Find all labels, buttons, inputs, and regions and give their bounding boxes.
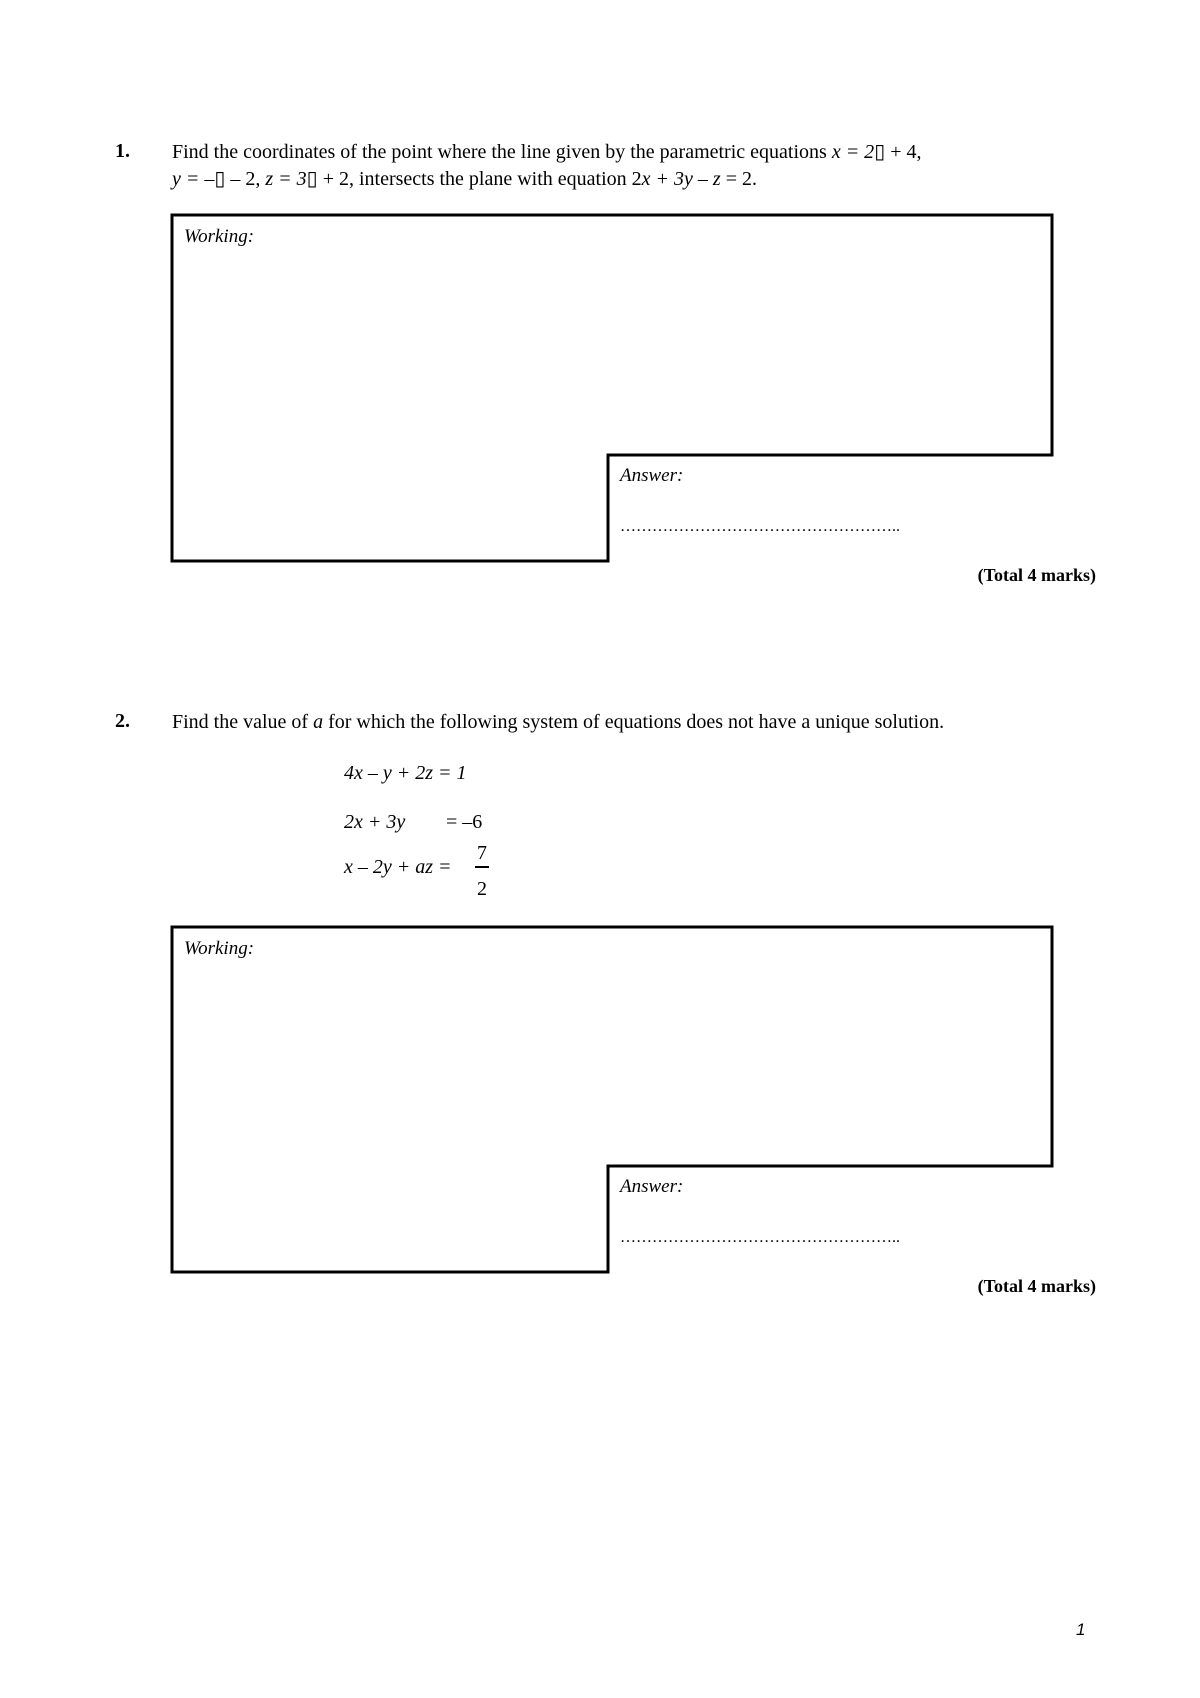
q2-number: 2. (115, 710, 130, 732)
q1-text-line1-math: x = 2 (831, 141, 875, 163)
q2-fraction-numerator: 7 (477, 842, 487, 864)
q1-answer-label: Answer: (620, 465, 684, 486)
page-number: 1 (1076, 1620, 1086, 1639)
q1-text-line2-f: = 2. (720, 168, 757, 190)
q2-fraction-bar (475, 866, 489, 868)
q2-text-pre: Find the value of (172, 711, 314, 733)
q1-working-label: Working: (184, 226, 255, 247)
q1-text-line1-pre: Find the coordinates of the point where the line given by the parametric equations (172, 141, 832, 163)
q2-text-math: a (313, 711, 324, 733)
q1-lambda-glyph: ▯ (874, 141, 886, 163)
q1-text-line2-c: z = 3 (265, 168, 307, 190)
q1-total-marks: (Total 4 marks) (977, 565, 1096, 585)
q1-text-line2-d: + 2, intersects the plane with equation 2 (317, 168, 642, 190)
q1-lambda-glyph-3: ▯ (306, 168, 318, 190)
q1-text-line2-e: x + 3y – z (641, 168, 721, 190)
q1-working-area[interactable] (180, 250, 1040, 450)
q1-text-line2-a: y = – (172, 168, 215, 190)
q1-lambda-glyph-2: ▯ (214, 168, 226, 190)
q2-equation-2-left: 2x + 3y (344, 811, 406, 833)
q2-text-post: for which the following system of equations does not have a unique solution. (323, 711, 945, 733)
q2-answer-label: Answer: (620, 1176, 684, 1197)
q2-answer-field[interactable]: …………………………………………….. (620, 1229, 900, 1246)
q2-text (172, 709, 944, 736)
q2-working-area[interactable] (180, 962, 1040, 1162)
q2-equation-2-right: = –6 (446, 811, 483, 833)
q2-fraction-denominator: 2 (477, 878, 487, 900)
q1-text-line2-b: – 2, (225, 168, 266, 190)
q1-answer-field[interactable]: …………………………………………….. (620, 518, 900, 535)
q2-equation-3-left: x – 2y + az = (344, 856, 452, 878)
q1-number: 1. (115, 140, 130, 162)
q1-text-line1-post: + 4, (885, 141, 922, 163)
q2-total-marks: (Total 4 marks) (977, 1276, 1096, 1296)
q2-working-label: Working: (184, 938, 255, 959)
q2-equation-1: 4x – y + 2z = 1 (344, 762, 467, 784)
